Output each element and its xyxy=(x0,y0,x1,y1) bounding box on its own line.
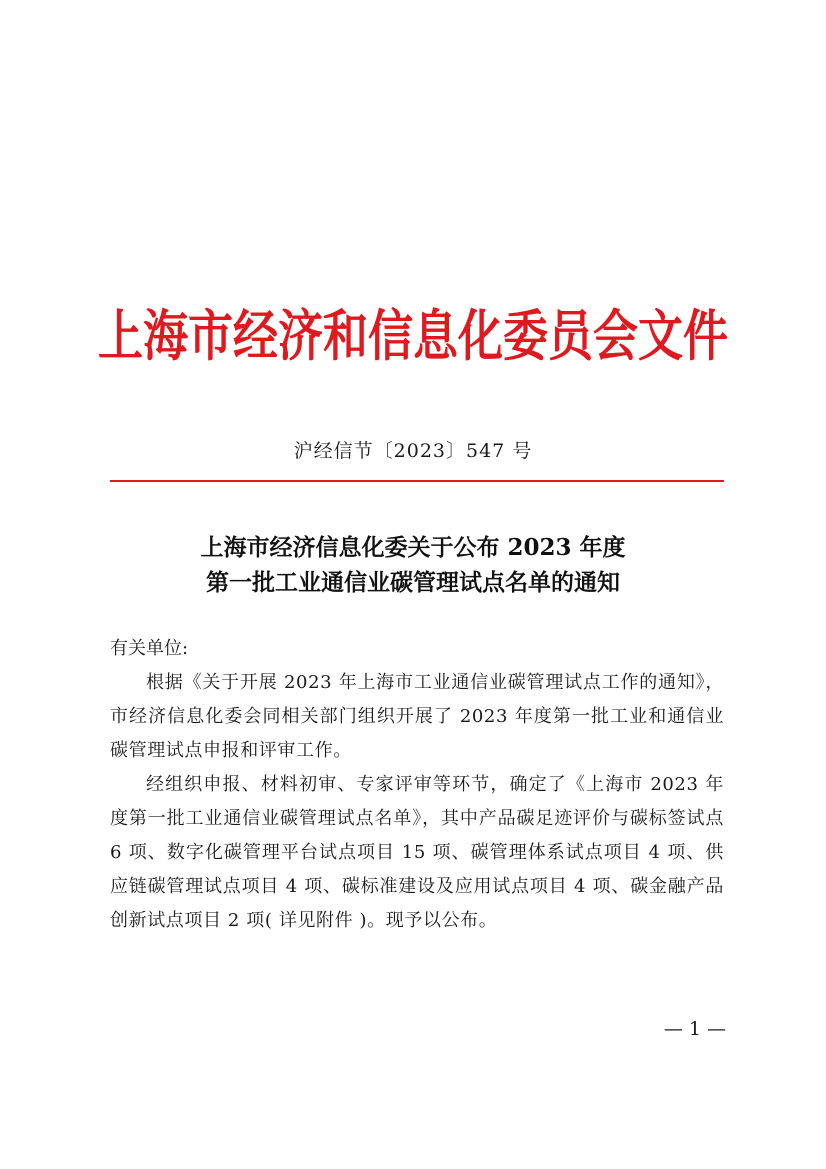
notice-body xyxy=(110,632,724,938)
red-separator-line xyxy=(110,480,724,482)
document-number: 沪经信节〔2023〕547 号 xyxy=(293,440,533,462)
body-paragraph: 根据《关于开展 2023 年上海市工业通信业碳管理试点工作的通知》，市经济信息化委会同相关部门组织开展了 2023 年度第一批工业和通信业碳管理试点申报和评审工作。 xyxy=(110,672,724,761)
notice-title-line-2: 第一批工业通信业碳管理试点名单的通知 xyxy=(206,569,620,596)
notice-title-line-1: 上海市经济信息化委关于公布 2023 年度 xyxy=(200,534,626,561)
body-paragraph: 经组织申报、材料初审、专家评审等环节，确定了《上海市 2023 年度第一批工业通信业碳管理试点名单》，其中产品碳足迹评价与碳标签试点 6 项、数字化碳管理平台试点项目 15 项、碳管理体系试点项目 4 项、供应链碳管理试点项目 4 项、碳标准建设及应用试点项目 4 项、碳金融产品创新试点项目 2 项( 详见附件 )。现予以公布。 xyxy=(110,774,724,931)
page-number: — 1 — xyxy=(663,1018,726,1040)
notice-title xyxy=(0,530,826,600)
salutation: 有关单位: xyxy=(110,638,189,659)
issuing-authority-masthead: 上海市经济和信息化委员会文件 xyxy=(97,303,728,369)
